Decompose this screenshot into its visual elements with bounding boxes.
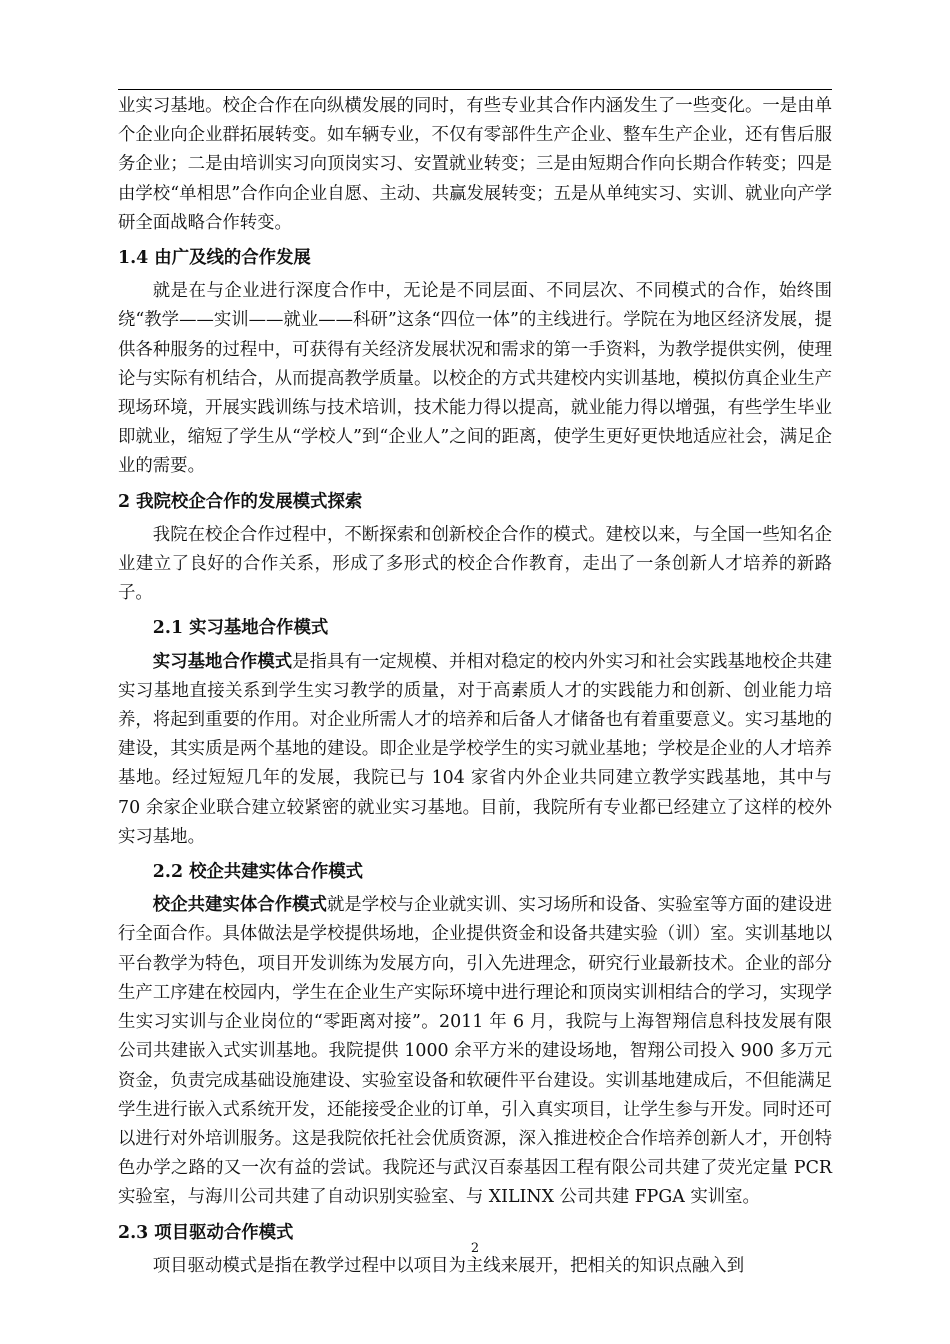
lead-term-2-1: 实习基地合作模式 [152, 651, 293, 672]
document-body [118, 92, 832, 1281]
heading-2: 2 我院校企合作的发展模式探索 [118, 491, 363, 512]
paragraph-intro-continued: 业实习基地。校企合作在向纵横发展的同时，有些专业其合作内涵发生了一些变化。一是由单个企业向企业群拓展转变。如车辆专业，不仅有零部件生产企业、整车生产企业，还有售后服务企业；二是由培训实习向顶岗实习、安置就业转变；三是由短期合作向长期合作转变；四是由学校“单相思”合作向企业自愿、主动、共赢发展转变；五是从单纯实习、实训、就业向产学研全面战略合作转变。 [118, 96, 832, 233]
paragraph-2-2 [118, 891, 832, 1212]
paragraph-2: 我院在校企合作过程中，不断探索和创新校企合作的模式。建校以来，与全国一些知名企业建立了良好的合作关系，形成了多形式的校企合作教育，走出了一条创新人才培养的新路子。 [118, 524, 832, 604]
paragraph-2-2-text: 就是学校与企业就实训、实习场所和设备、实验室等方面的建设进行全面合作。具体做法是学校提供场地，企业提供资金和设备共建实验（训）室。实训基地以平台教学为特色，项目开发训练为发展方向，引入先进理念，研究行业最新技术。企业的部分生产工序建在校园内，学生在企业生产实际环境中进行理论和顶岗实训相结合的学习，实现学生实习实训与企业岗位的“零距离对接”。2011 年 6 月，我院与上海智翔信息科技发展有限公司共建嵌入式实训基地。我院提供 1000 余平方米的建设场地，智翔公司投入 900 多万元资金，负责完成基础设施建设、实验室设备和软硬件平台建设。实训基地建成后，不但能满足学生进行嵌入式系统开发，还能接受企业的订单，引入真实项目，让学生参与开发。同时还可以进行对外培训服务。这是我院依托社会优质资源，深入推进校企合作培养创新人才，开创特色办学之路的又一次有益的尝试。我院还与武汉百泰基因工程有限公司共建了荧光定量 PCR 实验室，与海川公司共建了自动识别实验室、与 XILINX 公司共建 FPGA 实训室。 [118, 895, 832, 1208]
heading-2-1: 2.1 实习基地合作模式 [152, 618, 329, 639]
heading-1-4: 1.4 由广及线的合作发展 [118, 248, 311, 269]
paragraph-1-4: 就是在与企业进行深度合作中，无论是不同层面、不同层次、不同模式的合作，始终围绕“教学——实训——就业——科研”这条“四位一体”的主线进行。学院在为地区经济发展，提供各种服务的过程中，可获得有关经济发展状况和需求的第一手资料，为教学提供实例，使理论与实际有机结合，从而提高教学质量。以校企的方式共建校内实训基地，模拟仿真企业生产现场环境，开展实践训练与技术培训，技术能力得以提高，就业能力得以增强，有些学生毕业即就业，缩短了学生从“学校人”到“企业人”之间的距离，使学生更好更快地适应社会，满足企业的需要。 [118, 281, 832, 477]
header-rule [118, 89, 832, 90]
paragraph-2-1-text: 是指具有一定规模、并相对稳定的校内外实习和社会实践基地校企共建实习基地直接关系到学生实习教学的质量，对于高素质人才的实践能力和创新、创业能力培养，将起到重要的作用。对企业所需人才的培养和后备人才储备也有着重要意义。实习基地的建设，其实质是两个基地的建设。即企业是学校学生的实习就业基地；学校是企业的人才培养基地。经过短短几年的发展，我院已与 104 家省内外企业共同建立教学实践基地，其中与 70 余家企业联合建立较紧密的就业实习基地。目前，我院所有专业都已经建立了这样的校外实习基地。 [118, 651, 832, 847]
heading-2-2: 2.2 校企共建实体合作模式 [152, 862, 364, 883]
paragraph-2-1 [118, 648, 832, 852]
paragraph-2-3: 项目驱动模式是指在教学过程中以项目为主线来展开，把相关的知识点融入到 [152, 1255, 745, 1276]
lead-term-2-2: 校企共建实体合作模式 [152, 895, 327, 916]
heading-2-3: 2.3 项目驱动合作模式 [118, 1222, 294, 1243]
page-number: 2 [470, 1241, 480, 1256]
